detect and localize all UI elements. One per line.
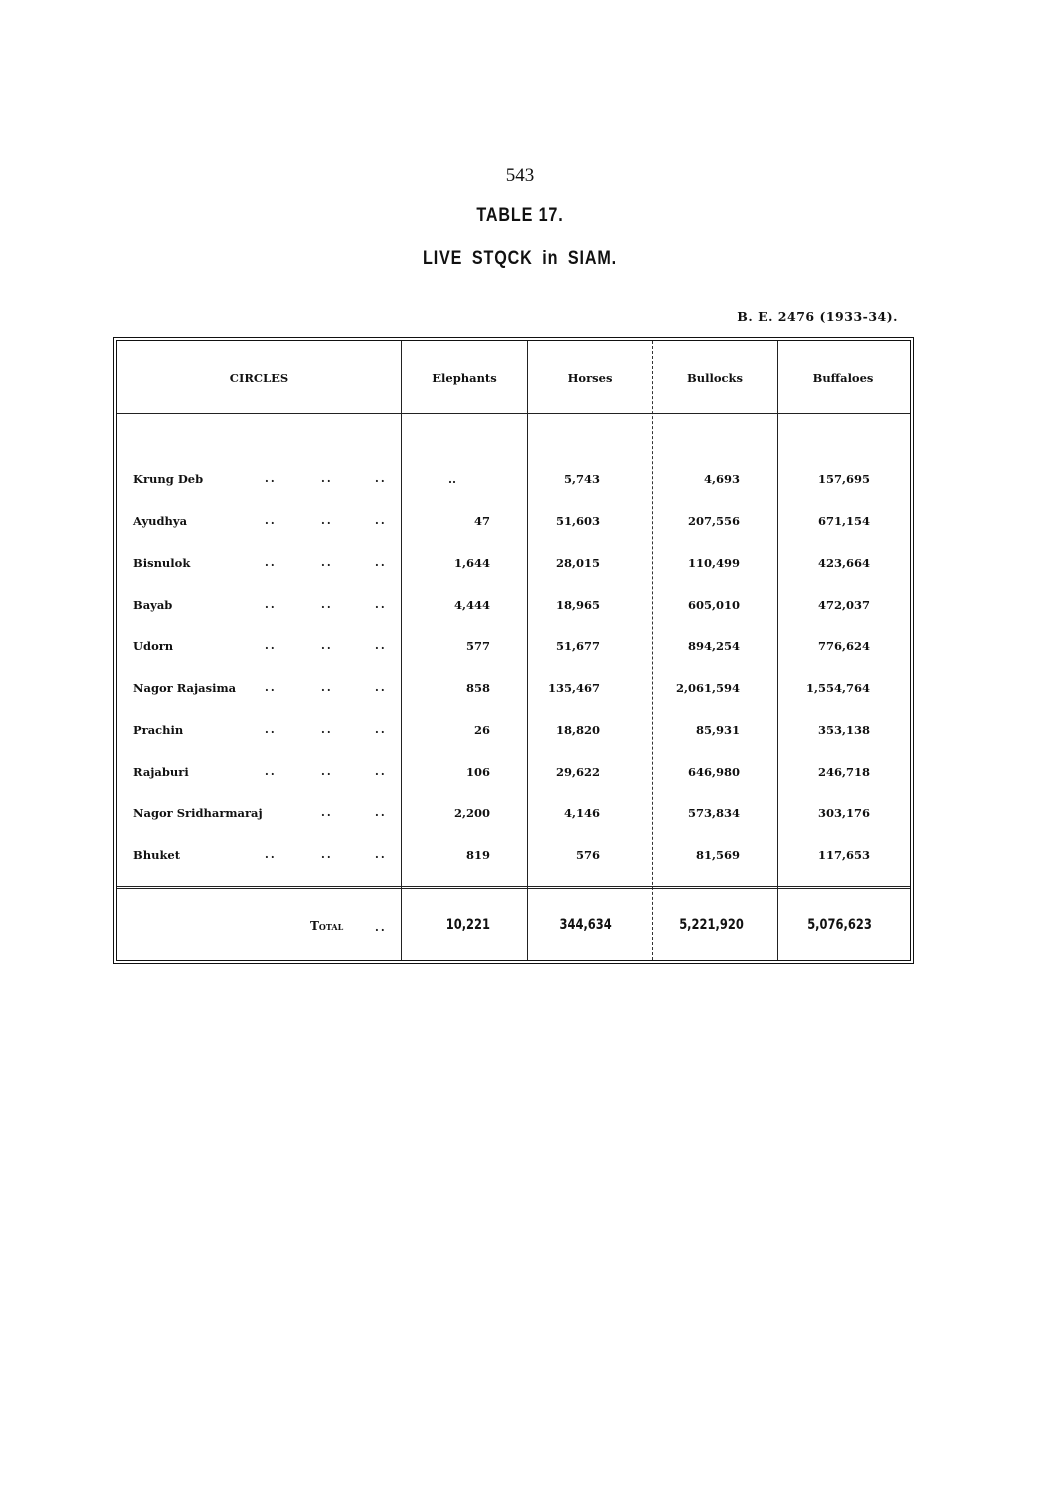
leader-dots: ..	[375, 806, 387, 819]
table-row	[117, 723, 910, 745]
horses-value: 5,743	[563, 472, 600, 486]
elephants-value: 819	[465, 848, 490, 862]
leader-dots: ..	[265, 639, 277, 652]
bullocks-value: 2,061,594	[675, 681, 740, 695]
circle-name: Nagor Rajasima	[133, 681, 237, 695]
leader-dots: ..	[375, 921, 387, 934]
buffaloes-value: 157,695	[817, 472, 870, 486]
header-horses: Horses	[567, 371, 613, 385]
total-label: Total	[310, 919, 344, 933]
leader-dots: ..	[375, 681, 387, 694]
table-row	[117, 598, 910, 620]
horses-value: 28,015	[555, 556, 600, 570]
total-horses: 344,634	[559, 917, 612, 933]
leader-dots: ..	[265, 765, 277, 778]
horses-value: 51,677	[555, 639, 600, 653]
buffaloes-value: 246,718	[817, 765, 870, 779]
circle-name: Rajaburi	[133, 765, 189, 779]
total-rule	[117, 886, 910, 889]
leader-dots: ..	[321, 639, 333, 652]
era-label: B. E. 2476 (1933-34).	[737, 309, 898, 324]
leader-dots: ..	[321, 765, 333, 778]
table-row	[117, 639, 910, 661]
bullocks-value: 81,569	[695, 848, 740, 862]
leader-dots: ..	[375, 514, 387, 527]
leader-dots: ..	[321, 556, 333, 569]
buffaloes-value: 776,624	[817, 639, 870, 653]
leader-dots: ..	[265, 556, 277, 569]
header-circles: CIRCLES	[229, 371, 289, 385]
leader-dots: ..	[265, 848, 277, 861]
leader-dots: ..	[265, 472, 277, 485]
table-row	[117, 765, 910, 787]
buffaloes-value: 671,154	[817, 514, 870, 528]
leader-dots: ..	[375, 765, 387, 778]
elephants-value: 106	[465, 765, 490, 779]
header-rule	[117, 413, 910, 414]
header-buffaloes: Buffaloes	[812, 371, 874, 385]
leader-dots: ..	[375, 556, 387, 569]
bullocks-value: 605,010	[687, 598, 740, 612]
total-buffaloes: 5,076,623	[807, 917, 872, 933]
bullocks-value: 85,931	[695, 723, 740, 737]
leader-dots: ..	[321, 681, 333, 694]
header-bullocks: Bullocks	[687, 371, 743, 385]
elephants-value: 2,200	[453, 806, 490, 820]
page-number: 543	[505, 165, 535, 186]
horses-value: 576	[575, 848, 600, 862]
leader-dots: ..	[265, 681, 277, 694]
table-row	[117, 681, 910, 703]
circle-name: Ayudhya	[133, 514, 188, 528]
table-row	[117, 806, 910, 828]
elephants-value: 47	[473, 514, 490, 528]
leader-dots: ..	[321, 472, 333, 485]
leader-dots: ..	[265, 598, 277, 611]
leader-dots: ..	[375, 848, 387, 861]
leader-dots: ..	[265, 723, 277, 736]
elephants-value: 1,644	[453, 556, 490, 570]
leader-dots: ..	[375, 472, 387, 485]
livestock-table	[113, 337, 914, 964]
table-number: TABLE 17.	[476, 205, 564, 226]
table-row	[117, 472, 910, 494]
leader-dots: ..	[321, 514, 333, 527]
bullocks-value: 646,980	[687, 765, 740, 779]
leader-dots: ..	[375, 723, 387, 736]
table-title: LIVE STQCK in SIAM.	[422, 248, 617, 269]
bullocks-value: 110,499	[687, 556, 740, 570]
bullocks-value: 207,556	[687, 514, 740, 528]
circle-name: Krung Deb	[133, 472, 204, 486]
elephants-value: 858	[465, 681, 490, 695]
elephants-value: 4,444	[453, 598, 490, 612]
buffaloes-value: 472,037	[817, 598, 870, 612]
horses-value: 18,965	[555, 598, 600, 612]
leader-dots: ..	[321, 598, 333, 611]
circle-name: Bisnulok	[133, 556, 191, 570]
header-elephants: Elephants	[432, 371, 497, 385]
circle-name: Nagor Sridharmaraj	[133, 806, 263, 820]
total-elephants: 10,221	[445, 917, 490, 933]
horses-value: 29,622	[555, 765, 600, 779]
buffaloes-value: 1,554,764	[805, 681, 870, 695]
leader-dots: ..	[375, 598, 387, 611]
leader-dots: ..	[375, 639, 387, 652]
circle-name: Udorn	[133, 639, 174, 653]
bullocks-value: 573,834	[687, 806, 740, 820]
elephants-value: 26	[473, 723, 490, 737]
total-bullocks: 5,221,920	[679, 917, 744, 933]
circle-name: Prachin	[133, 723, 184, 737]
table-row	[117, 514, 910, 536]
buffaloes-value: 117,653	[817, 848, 870, 862]
leader-dots: ..	[321, 806, 333, 819]
horses-value: 51,603	[555, 514, 600, 528]
leader-dots: ..	[321, 723, 333, 736]
buffaloes-value: 303,176	[817, 806, 870, 820]
circle-name: Bhuket	[133, 848, 181, 862]
elephants-value: ..	[447, 472, 456, 486]
leader-dots: ..	[265, 514, 277, 527]
buffaloes-value: 423,664	[817, 556, 870, 570]
horses-value: 18,820	[555, 723, 600, 737]
bullocks-value: 4,693	[703, 472, 740, 486]
total-row	[117, 917, 910, 943]
elephants-value: 577	[465, 639, 490, 653]
horses-value: 4,146	[563, 806, 600, 820]
leader-dots: ..	[321, 848, 333, 861]
circle-name: Bayab	[133, 598, 173, 612]
table-row	[117, 556, 910, 578]
buffaloes-value: 353,138	[817, 723, 870, 737]
bullocks-value: 894,254	[687, 639, 740, 653]
table-row	[117, 848, 910, 870]
horses-value: 135,467	[547, 681, 600, 695]
